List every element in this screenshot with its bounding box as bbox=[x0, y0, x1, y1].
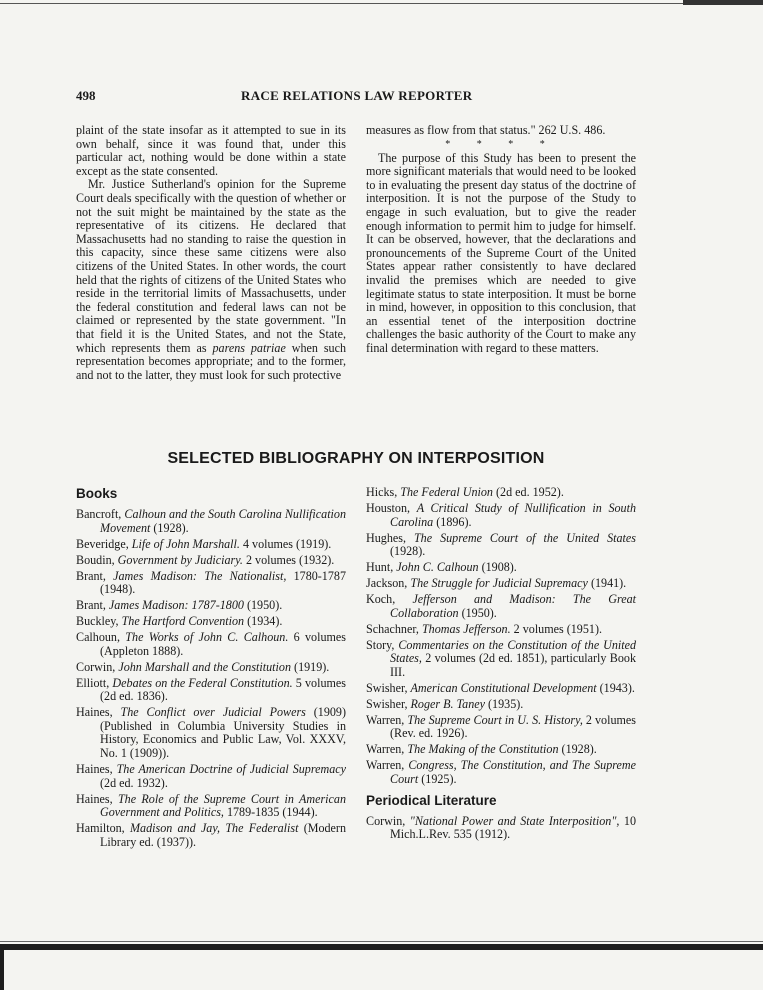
entry-title: Government by Judiciary. bbox=[117, 552, 243, 567]
entry-details: (1928). bbox=[150, 520, 189, 535]
bibliography-entry bbox=[366, 698, 636, 712]
top-border-rule bbox=[0, 0, 763, 6]
right-text-column bbox=[366, 124, 636, 356]
entry-author: Hicks, bbox=[366, 485, 401, 499]
entry-author: Swisher, bbox=[366, 680, 411, 695]
entry-author: Calhoun, bbox=[76, 630, 126, 645]
entry-title: American Constitutional Development bbox=[410, 680, 597, 695]
entry-author: Warren, bbox=[366, 712, 408, 727]
top-border-mark bbox=[683, 0, 763, 5]
entry-title: Calhoun and the South Carolina Nullification Movement bbox=[100, 507, 347, 535]
entry-author: Hughes, bbox=[366, 530, 414, 545]
bibliography-entry bbox=[76, 822, 346, 849]
entry-author: Elliott, bbox=[76, 675, 113, 690]
bibliography-title: SELECTED BIBLIOGRAPHY ON INTERPOSITION bbox=[167, 450, 545, 467]
entry-details: (1928). bbox=[390, 544, 426, 559]
bibliography-entry bbox=[366, 815, 636, 842]
entry-title: Life of John Marshall. bbox=[131, 536, 240, 551]
entry-author: Boudin, bbox=[76, 552, 118, 567]
entry-title: Roger B. Taney bbox=[410, 696, 485, 711]
left-text-column bbox=[76, 124, 346, 382]
bibliography-entry bbox=[366, 532, 636, 559]
entry-author: Story, bbox=[366, 637, 399, 652]
entry-details: (Modern Library ed. (1937)). bbox=[100, 821, 347, 849]
periodical-list bbox=[366, 815, 636, 842]
bibliography-entry bbox=[366, 743, 636, 757]
bibliography-right-column bbox=[366, 486, 636, 844]
quote-ending: measures as flow from that status." 262 U.S. 486. bbox=[366, 123, 606, 137]
bibliography-entry bbox=[366, 639, 636, 680]
entry-author: Koch, bbox=[366, 592, 413, 607]
entry-details: (1943). bbox=[596, 680, 635, 695]
entry-details: (1935). bbox=[485, 696, 524, 711]
entry-title: Thomas Jefferson. bbox=[421, 621, 511, 636]
bibliography-entry bbox=[366, 486, 636, 500]
entry-title: Debates on the Federal Constitution. bbox=[112, 675, 293, 690]
periodical-heading: Periodical Literature bbox=[366, 792, 497, 808]
bibliography-left-column bbox=[76, 486, 346, 852]
entry-title: A Critical Study of Nullification in South Carolina bbox=[390, 500, 636, 529]
entry-details: (2d ed. 1952). bbox=[492, 485, 564, 499]
bibliography-entry bbox=[366, 623, 636, 637]
entry-author: Hunt, bbox=[366, 560, 397, 575]
bibliography-entry bbox=[366, 561, 636, 575]
bibliography-entry bbox=[76, 661, 346, 675]
entry-title: The Struggle for Judicial Supremacy bbox=[410, 576, 588, 591]
bibliography-entry bbox=[76, 706, 346, 760]
entry-details: (1896). bbox=[433, 514, 472, 529]
entry-details: 10 Mich.L.Rev. 535 (1912). bbox=[390, 813, 636, 842]
entry-title: The American Doctrine of Judicial Supremacy bbox=[116, 762, 346, 776]
entry-title: John Marshall and the Constitution bbox=[118, 659, 292, 674]
entry-details: (1941). bbox=[587, 576, 627, 591]
paragraph-text-end: when such representation becomes appropriate; and to the former, and not to the latter, they must look for such protective bbox=[76, 340, 347, 382]
entry-author: Brant, bbox=[76, 568, 114, 583]
bottom-left-mark bbox=[0, 950, 4, 990]
entry-details: (2d ed. 1932). bbox=[100, 775, 168, 790]
bibliography-entry bbox=[76, 538, 346, 552]
paragraph-study-purpose: The purpose of this Study has been to present the more significant materials that would need to be looked to in evaluating the present day status of the doctrine of interposition. It is not the purpose of the Study to engage in such evaluation, but to give the reader enough information to permit him to judge for himself. It can be observed, however, that the declarations and pronouncements of the Supreme Court of the United States appear rather consistently to have declared invalid the premises which are needed to give legitimate status to state interposition. It must be borne in mind, however, in opposition to this conclusion, that an essential tenet of the interposition doctrine challenges the basic authority of the Court to make any final determination with regard to these matters. bbox=[366, 150, 636, 355]
entry-title: The Works of John C. Calhoun. bbox=[125, 630, 289, 645]
page-number: 498 bbox=[76, 88, 96, 103]
entry-details: 5 volumes (2d ed. 1836). bbox=[100, 675, 346, 704]
bibliography-entry bbox=[76, 631, 346, 658]
section-separator: * * * * bbox=[445, 138, 557, 150]
entry-title: The Supreme Court of the United States bbox=[413, 530, 636, 545]
entry-details: 4 volumes (1919). bbox=[239, 536, 332, 551]
entry-details: (1909) (Published in Columbia University Studies in History, Economics and Public Law, Vol. XXXV, No. 1 (1909)). bbox=[100, 705, 346, 761]
entry-details: (1934). bbox=[244, 614, 283, 629]
bibliography-entry bbox=[366, 759, 636, 786]
bibliography-entry bbox=[366, 593, 636, 620]
paragraph-sutherland-opinion bbox=[76, 178, 346, 382]
entry-author: Swisher, bbox=[366, 696, 411, 711]
entry-title: The Making of the Constitution bbox=[407, 742, 559, 757]
bibliography-entry bbox=[76, 615, 346, 629]
entry-author: Brant, bbox=[76, 598, 109, 613]
entry-title: James Madison: 1787-1800 bbox=[108, 598, 244, 613]
entry-details: (1908). bbox=[478, 560, 517, 575]
bibliography-entry bbox=[366, 714, 636, 741]
entry-author: Hamilton, bbox=[76, 821, 130, 836]
entry-author: Beveridge, bbox=[76, 536, 132, 551]
entry-details: 6 volumes (Appleton 1888). bbox=[100, 630, 346, 658]
entry-title: "National Power and State Interposition", bbox=[409, 813, 620, 828]
entry-title: Madison and Jay, The Federalist bbox=[129, 821, 299, 836]
entry-details: 1780-1787 (1948). bbox=[100, 568, 346, 597]
bottom-thin-rule bbox=[0, 941, 763, 942]
entry-author: Buckley, bbox=[76, 614, 122, 629]
bibliography-entry bbox=[366, 502, 636, 529]
entry-details: 2 volumes (Rev. ed. 1926). bbox=[390, 712, 636, 741]
entry-details: 2 volumes (2d ed. 1851), particularly Book III. bbox=[390, 651, 636, 679]
entry-author: Houston, bbox=[366, 500, 417, 515]
entry-title: Jefferson and Madison: The Great Collaboration bbox=[390, 592, 637, 620]
entry-details: 1789-1835 (1944). bbox=[223, 805, 318, 820]
bibliography-entry bbox=[366, 682, 636, 696]
entry-title: John C. Calhoun bbox=[396, 560, 479, 575]
books-heading: Books bbox=[76, 486, 118, 501]
entry-author: Corwin, bbox=[366, 813, 410, 828]
entry-title: The Hartford Convention bbox=[121, 614, 245, 629]
paragraph-continuation: plaint of the state insofar as it attempted to sue in its own behalf, since it was found that, under this particular act, nothing would be done within a state except as the state consented. bbox=[76, 123, 346, 178]
entry-details: (1919). bbox=[291, 659, 330, 674]
entry-author: Bancroft, bbox=[76, 507, 125, 521]
bibliography-entry bbox=[76, 677, 346, 704]
entry-author: Haines, bbox=[76, 791, 118, 806]
bibliography-entry bbox=[76, 599, 346, 613]
entry-title: The Federal Union bbox=[400, 485, 493, 499]
entry-details: (1928). bbox=[558, 742, 597, 757]
bibliography-entry bbox=[76, 793, 346, 820]
bibliography-entry bbox=[76, 763, 346, 790]
entry-title: The Supreme Court in U. S. History, bbox=[407, 712, 583, 727]
books-list-left bbox=[76, 508, 346, 849]
bibliography-entry bbox=[76, 570, 346, 597]
entry-details: (1925). bbox=[418, 771, 457, 786]
entry-author: Jackson, bbox=[366, 576, 411, 591]
entry-title: The Conflict over Judicial Powers bbox=[120, 705, 306, 720]
entry-author: Haines, bbox=[76, 762, 117, 776]
entry-details: (1950). bbox=[243, 598, 283, 613]
running-head: RACE RELATIONS LAW REPORTER bbox=[241, 88, 473, 103]
books-list-right bbox=[366, 486, 636, 787]
entry-details: 2 volumes (1951). bbox=[510, 621, 602, 636]
entry-author: Corwin, bbox=[76, 659, 119, 674]
entry-author: Schachner, bbox=[366, 621, 422, 636]
bibliography-entry bbox=[366, 577, 636, 591]
entry-author: Haines, bbox=[76, 705, 121, 720]
bottom-border-rule bbox=[0, 944, 763, 950]
entry-author: Warren, bbox=[366, 758, 409, 773]
entry-details: (1950). bbox=[458, 605, 497, 620]
latin-term: parens patriae bbox=[212, 340, 286, 355]
entry-title: Commentaries on the Constitution of the United States, bbox=[390, 637, 636, 666]
entry-author: Warren, bbox=[366, 742, 408, 757]
entry-details: 2 volumes (1932). bbox=[242, 552, 335, 567]
paragraph-text: Mr. Justice Sutherland's opinion for the Supreme Court deals specifically with the question of whether or not the suit might be maintained by the state as the representative of its citizens. He declared that Massachusetts had no standing to raise the question in this capacity, since these same citizens were also citizens of the United States. In other words, the court held that the rights of citizens of the United States who reside in the territorial limits of Massachusetts, under the federal constitution and federal laws can not be claimed or represented by the state government. "In that field it is the United States, and not the State, which represents them as bbox=[76, 177, 346, 355]
entry-title: The Role of the Supreme Court in American Government and Politics, bbox=[100, 791, 346, 820]
bibliography-entry bbox=[76, 554, 346, 568]
entry-title: James Madison: The Nationalist, bbox=[113, 568, 287, 583]
entry-title: Congress, The Constitution, and The Supreme Court bbox=[390, 758, 636, 786]
bibliography-entry bbox=[76, 508, 346, 535]
